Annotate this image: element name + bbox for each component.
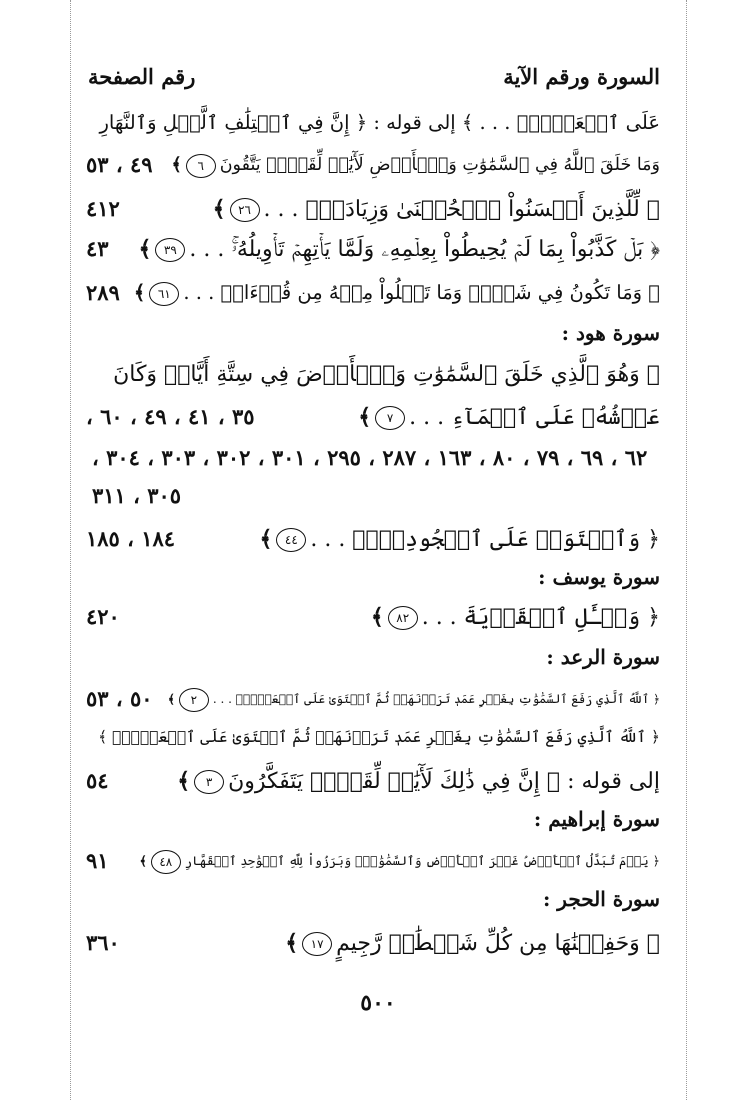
ayah-number-medallion: ٦١ <box>149 282 179 306</box>
ayah-number-medallion: ٢٦ <box>230 198 260 222</box>
closing-bracket: ﴾ <box>139 853 147 868</box>
ayah-number-medallion: ٤٤ <box>276 528 306 552</box>
page-reference: ٩١ <box>86 848 109 873</box>
ayah-line: إلى قوله : ﴿ إِنَّ فِي ذَٰلِكَ لَأٓيَٰتٖ لِّقَوۡمٖ يَتَفَكَّرُونَ <box>228 769 660 794</box>
ayah-number-medallion: ٢ <box>179 688 209 712</box>
list-item <box>86 230 660 268</box>
ayah-text <box>139 842 660 880</box>
closing-bracket: ﴾ <box>358 404 372 430</box>
ayah-text <box>358 398 660 437</box>
surah-heading: سورة الرعد : <box>546 645 660 669</box>
closing-bracket: ﴾ <box>285 930 299 956</box>
list-item <box>86 274 660 312</box>
closing-bracket: ﴾ <box>167 692 175 706</box>
ayah-line: ﴿ وَمَا تَكُونُ فِي شَأۡنٖ وَمَا تَتۡلُواْ مِنۡهُ مِن قُرۡءَانٖ . . . <box>183 281 660 304</box>
closing-bracket: ﴾ <box>259 526 273 552</box>
page-reference: ٢٨٩ <box>86 280 120 305</box>
surah-heading: سورة الحجر : <box>542 887 660 911</box>
ayah-text <box>213 190 660 229</box>
ayah-line: ﴿ يَوۡمَ تُبَدَّلُ ٱلۡأَرۡضُ غَيۡرَ ٱلۡأَرۡضِ وَٱلسَّمَٰوَٰتُۖ وَبَرَزُواْ لِلَّهِ ٱلۡوَٰحِدِ ٱلۡقَهَّارِ <box>184 853 660 868</box>
list-item <box>86 718 660 756</box>
ayah-number-medallion: ١٧ <box>302 932 332 956</box>
page-reference: ١٨٤ ، ١٨٥ <box>86 526 176 551</box>
list-item <box>86 598 660 636</box>
ayah-number-medallion: ٨٢ <box>388 606 418 630</box>
list-item <box>86 190 660 228</box>
list-item <box>86 146 660 184</box>
ayah-text: عَلَى ٱلۡعَرۡشِۖ . . . ﴾ إلى قوله : ﴿ إِنَّ فِي ٱخۡتِلَٰفِ ٱلَّيۡلِ وَٱلنَّهَارِ <box>99 111 660 134</box>
ayah-text <box>168 680 660 718</box>
ayah-number-medallion: ٤٨ <box>151 850 181 874</box>
page-reference: ٣٥ ، ٤١ ، ٤٩ ، ٦٠ ، <box>86 404 255 429</box>
ayah-text: ﴿ وَهُوَ ٱلَّذِي خَلَقَ ٱلسَّمَٰوَٰتِ وَٱلۡأَرۡضَ فِي سِتَّةِ أَيَّامٖ وَكَانَ <box>113 362 660 387</box>
ayah-number-medallion: ٣٩ <box>155 238 185 262</box>
ayah-line: ﴿ لِّلَّذِينَ أَحۡسَنُواْ ٱلۡحُسۡنَىٰ وَزِيَادَةٞۖ . . . <box>263 197 660 222</box>
ayah-text <box>134 274 660 312</box>
ayah-line: عَرۡشُهُۥ عَلَى ٱلۡمَآءِ . . . <box>409 405 660 430</box>
margin-guide-line <box>70 0 71 1100</box>
list-item <box>86 398 660 436</box>
list-item <box>86 842 660 880</box>
page-reference: ٣٦٠ <box>86 930 120 955</box>
list-item <box>86 680 660 718</box>
list-item <box>86 104 660 142</box>
ayah-text <box>285 924 660 963</box>
page-reference: ٥٤ <box>86 768 109 793</box>
ayah-text <box>371 598 660 637</box>
ayah-line: ﴿ وَٱسۡتَوَتۡ عَلَى ٱلۡجُودِيِّۖ . . . <box>310 527 660 552</box>
page-reference-continued: ٣٠٥ ، ٣١١ <box>92 483 182 508</box>
list-item <box>86 924 660 962</box>
page-number: ٥٠٠ <box>360 990 396 1016</box>
header-left-title: رقم الصفحة <box>88 64 196 89</box>
closing-bracket: ﴾ <box>370 604 384 630</box>
page-reference: ٥٠ ، ٥٣ <box>86 686 153 711</box>
page-reference: ٤٢٠ <box>86 604 120 629</box>
page-reference: ٤١٢ <box>86 196 120 221</box>
page-reference: ٤٩ ، ٥٣ <box>86 152 153 177</box>
closing-bracket: ﴾ <box>133 281 146 304</box>
ayah-number-medallion: ٦ <box>186 154 216 178</box>
list-item <box>86 520 660 558</box>
closing-bracket: ﴾ <box>171 155 182 175</box>
surah-heading: سورة هود : <box>561 321 660 345</box>
header-right-title: السورة ورقم الآية <box>503 64 660 89</box>
list-item <box>86 762 660 800</box>
ayah-number-medallion: ٧ <box>375 406 405 430</box>
ayah-line: ﴿ بَلۡ كَذَّبُواْ بِمَا لَمۡ يُحِيطُواْ بِعِلۡمِهِۦ وَلَمَّا يَأۡتِهِمۡ تَأۡوِيلُهُۥۚ . . . <box>189 237 660 262</box>
closing-bracket: ﴾ <box>138 236 152 262</box>
surah-heading: سورة إبراهيم : <box>533 807 660 831</box>
ayah-line: ﴿ وَحَفِظۡنَٰهَا مِن كُلِّ شَيۡطَٰنٖ رَّجِيمٍ <box>336 931 660 956</box>
page-reference: ٤٣ <box>86 236 109 261</box>
ayah-text <box>177 762 660 801</box>
closing-bracket: ﴾ <box>212 196 226 222</box>
page-reference-continued: ٦٢ ، ٦٩ ، ٧٩ ، ٨٠ ، ١٦٣ ، ٢٨٧ ، ٢٩٥ ، ٣٠١ ، ٣٠٢ ، ٣٠٣ ، ٣٠٤ ، <box>92 445 648 470</box>
margin-guide-line <box>686 0 687 1100</box>
list-item <box>86 356 660 394</box>
ayah-text: ﴿ ٱللَّهُ ٱلَّذِي رَفَعَ ٱلسَّمَٰوَٰتِ بِغَيۡرِ عَمَدٖ تَرَوۡنَهَاۖ ثُمَّ ٱسۡتَوَىٰ عَلَى ٱلۡعَرۡشِۖ ﴾ <box>98 728 660 746</box>
closing-bracket: ﴾ <box>177 768 191 794</box>
ayah-line: وَمَا خَلَقَ ٱللَّهُ فِي ٱلسَّمَٰوَٰتِ وَٱلۡأَرۡضِ لَأٓيَٰتٖ لِّقَوۡمٖ يَتَّقُونَ <box>219 155 660 175</box>
ayah-text <box>138 230 660 269</box>
surah-heading: سورة يوسف : <box>538 565 660 589</box>
ayah-number-medallion: ٣ <box>194 770 224 794</box>
ayah-line: ﴿ ٱللَّهُ ٱلَّذِي رَفَعَ ٱلسَّمَٰوَٰتِ بِغَيۡرِ عَمَدٖ تَرَوۡنَهَاۖ ثُمَّ ٱسۡتَوَىٰ عَلَى ٱلۡعَرۡشِۖ . . . <box>212 692 660 706</box>
ayah-text <box>259 520 660 559</box>
ayah-line: ﴿ وَسۡـَٔلِ ٱلۡقَرۡيَةَ . . . <box>421 605 660 630</box>
ayah-text <box>171 146 660 184</box>
